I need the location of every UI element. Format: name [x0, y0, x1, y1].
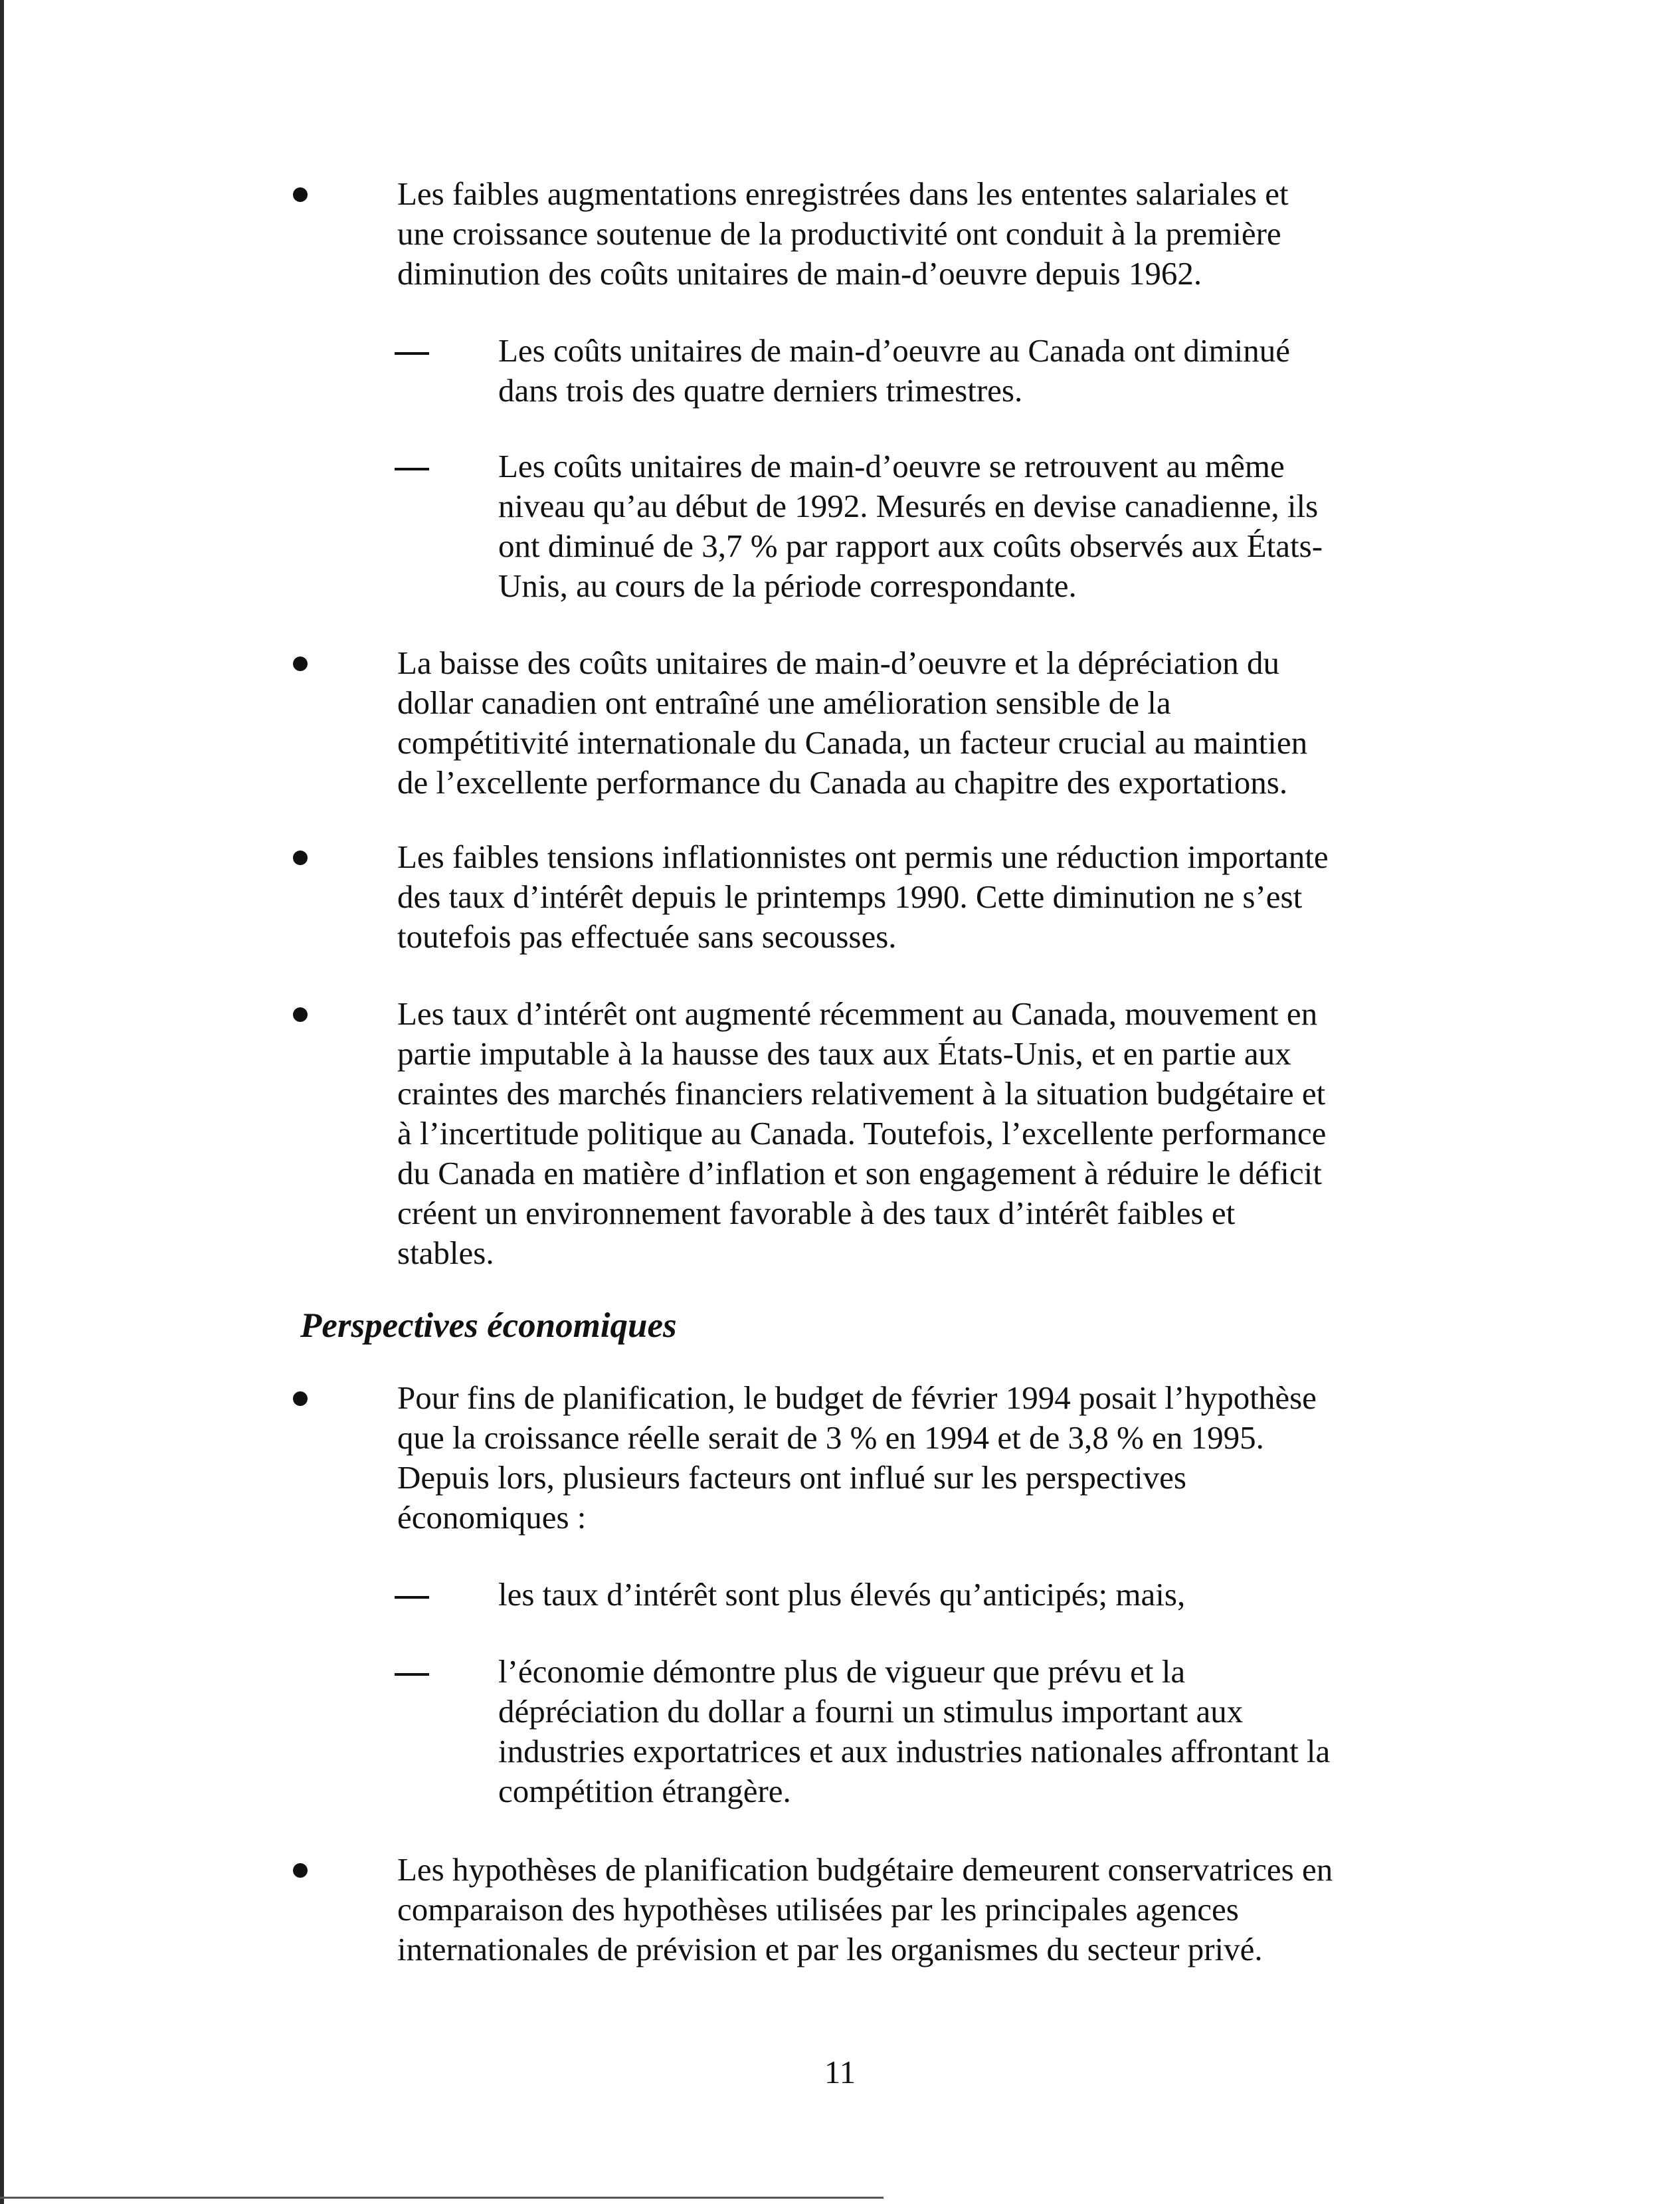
section-heading: Perspectives économiques [300, 1306, 677, 1345]
text-line: des taux d’intérêt depuis le printemps 1990. Cette diminution ne s’est [397, 878, 1303, 915]
dash-text [498, 447, 1428, 606]
text-line: compétition étrangère. [498, 1773, 791, 1809]
dash-marker [395, 1673, 429, 1676]
text-line: craintes des marchés financiers relativement à la situation budgétaire et [397, 1075, 1326, 1112]
text-line: Pour fins de planification, le budget de février 1994 posait l’hypothèse [397, 1379, 1317, 1416]
text-line: partie imputable à la hausse des taux aux États-Unis, et en partie aux [397, 1035, 1291, 1072]
text-line: Les coûts unitaires de main-d’oeuvre se retrouvent au même [498, 448, 1285, 484]
bullet-text [397, 1850, 1434, 1969]
bullet-marker [293, 656, 308, 671]
bullet-marker [293, 1007, 308, 1022]
bullet-marker [293, 1391, 308, 1406]
bullet-marker [293, 851, 308, 865]
dash-text [498, 331, 1428, 411]
bullet-text [397, 174, 1434, 294]
dash-text [498, 1575, 1428, 1615]
bullet-marker [293, 1863, 308, 1878]
bullet-marker [293, 187, 308, 202]
page-number: 11 [824, 2054, 856, 2090]
bullet-text [397, 1378, 1434, 1538]
text-line: une croissance soutenue de la productivité ont conduit à la première [397, 215, 1281, 252]
text-line: internationales de prévision et par les organismes du secteur privé. [397, 1931, 1263, 1967]
text-line: ont diminué de 3,7 % par rapport aux coûts observés aux États- [498, 528, 1323, 564]
dash-marker [395, 352, 429, 355]
bullet-text [397, 837, 1434, 957]
text-line: dans trois des quatre derniers trimestres. [498, 372, 1023, 409]
text-line: La baisse des coûts unitaires de main-d’oeuvre et la dépréciation du [397, 645, 1279, 681]
text-line: Les faibles tensions inflationnistes ont permis une réduction importante [397, 839, 1329, 875]
bullet-text [397, 643, 1434, 803]
text-line: que la croissance réelle serait de 3 % en 1994 et de 3,8 % en 1995. [397, 1419, 1264, 1456]
dash-text [498, 1652, 1428, 1811]
dash-marker [395, 468, 429, 470]
text-line: stables. [397, 1235, 494, 1271]
dash-marker [395, 1596, 429, 1599]
text-line: Les taux d’intérêt ont augmenté récemment au Canada, mouvement en [397, 995, 1318, 1032]
text-line: dollar canadien ont entraîné une amélioration sensible de la [397, 684, 1171, 721]
text-line: toutefois pas effectuée sans secousses. [397, 918, 897, 955]
text-line: l’économie démontre plus de vigueur que prévu et la [498, 1653, 1186, 1690]
text-line: du Canada en matière d’inflation et son engagement à réduire le déficit [397, 1155, 1322, 1191]
text-line: niveau qu’au début de 1992. Mesurés en devise canadienne, ils [498, 488, 1319, 524]
text-line: créent un environnement favorable à des taux d’intérêt faibles et [397, 1195, 1236, 1231]
text-line: Les coûts unitaires de main-d’oeuvre au Canada ont diminué [498, 332, 1290, 369]
text-line: économiques : [397, 1499, 587, 1536]
text-line: Unis, au cours de la période correspondante. [498, 567, 1077, 604]
text-line: industries exportatrices et aux industries nationales affrontant la [498, 1733, 1331, 1769]
text-line: diminution des coûts unitaires de main-d’oeuvre depuis 1962. [397, 255, 1202, 292]
text-line: Depuis lors, plusieurs facteurs ont influé sur les perspectives [397, 1459, 1186, 1496]
bullet-text [397, 994, 1434, 1273]
text-line: de l’excellente performance du Canada au chapitre des exportations. [397, 764, 1288, 801]
text-line: compétitivité internationale du Canada, un facteur crucial au maintien [397, 724, 1308, 761]
text-line: Les faibles augmentations enregistrées dans les ententes salariales et [397, 175, 1289, 212]
text-line: Les hypothèses de planification budgétaire demeurent conservatrices en [397, 1851, 1333, 1888]
text-line: comparaison des hypothèses utilisées par les principales agences [397, 1891, 1239, 1928]
text-line: les taux d’intérêt sont plus élevés qu’anticipés; mais, [498, 1576, 1186, 1613]
text-line: dépréciation du dollar a fourni un stimulus important aux [498, 1693, 1244, 1730]
text-line: à l’incertitude politique au Canada. Toutefois, l’excellente performance [397, 1115, 1327, 1152]
